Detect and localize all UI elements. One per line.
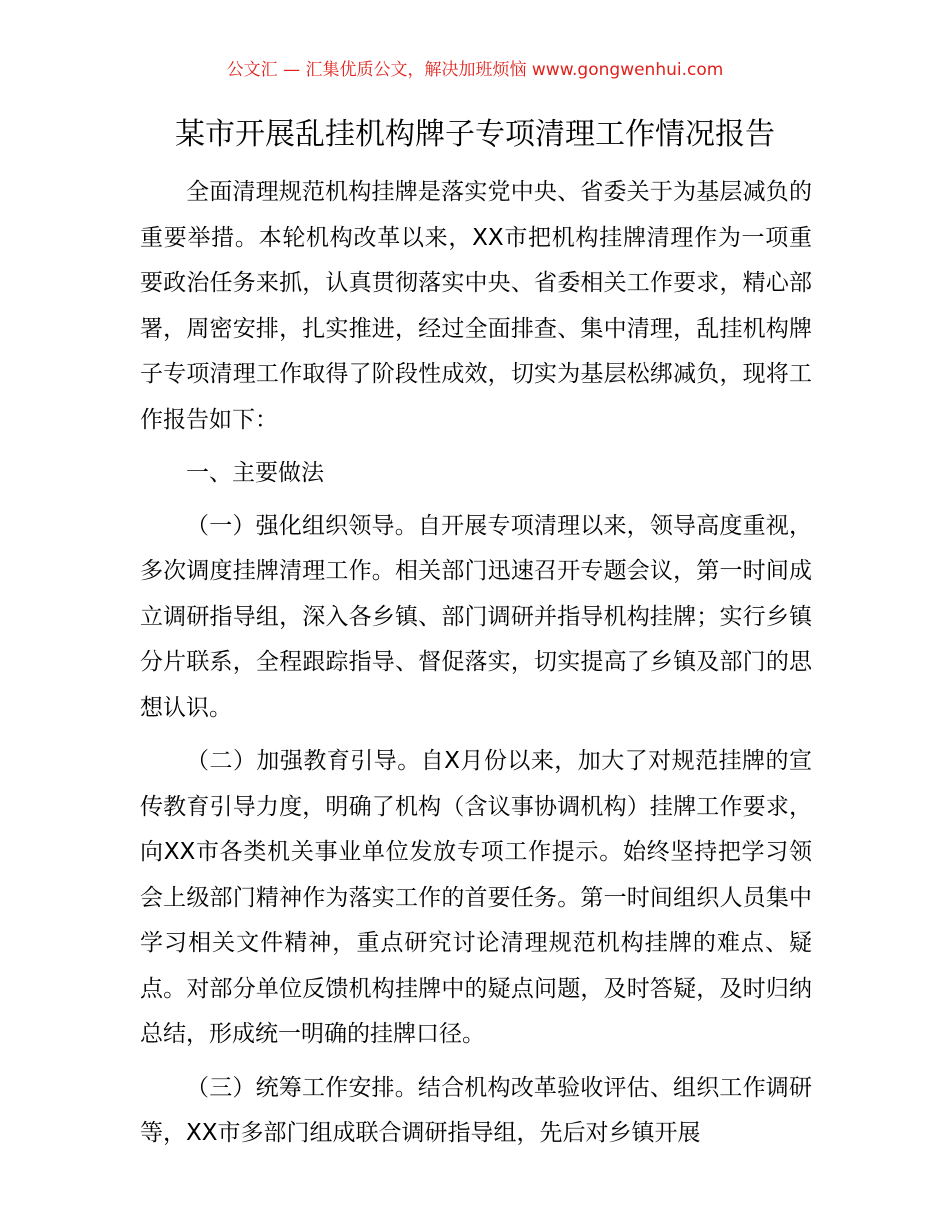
- body-paragraph: （一）强化组织领导。自开展专项清理以来，领导高度重视，多次调度挂牌清理工作。相关部门迅速召开专题会议，第一时间成立调研指导组，深入各乡镇、部门调研并指导机构挂牌；实行乡镇分片联系，全程跟踪指导、督促落实，切实提高了乡镇及部门的思想认识。: [140, 512, 812, 721]
- body-paragraph: （二）加强教育引导。自X月份以来，加大了对规范挂牌的宣传教育引导力度，明确了机构（含议事协调机构）挂牌工作要求，向XX市各类机关事业单位发放专项工作提示。始终坚持把学习领会上级部门精神作为落实工作的首要任务。第一时间组织人员集中学习相关文件精神，重点研究讨论清理规范机构挂牌的难点、疑点。对部分单位反馈机构挂牌中的疑点问题，及时答疑，及时归纳总结，形成统一明确的挂牌口径。: [140, 748, 812, 1047]
- intro-paragraph: 全面清理规范机构挂牌是落实党中央、省委关于为基层减负的重要举措。本轮机构改革以来，XX市把机构挂牌清理作为一项重要政治任务来抓，认真贯彻落实中央、省委相关工作要求，精心部署，周密安排，扎实推进，经过全面排查、集中清理，乱挂机构牌子专项清理工作取得了阶段性成效，切实为基层松绑减负，现将工作报告如下：: [140, 179, 812, 433]
- document-title: 某市开展乱挂机构牌子专项清理工作情况报告: [175, 117, 775, 152]
- section-heading: 一、主要做法: [186, 460, 324, 486]
- header-banner: 公文汇 — 汇集优质公文，解决加班烦恼 www.gongwenhui.com: [226, 60, 724, 80]
- document-body: [140, 170, 812, 1160]
- body-paragraph: （三）统筹工作安排。结合机构改革验收评估、组织工作调研等，XX市多部门组成联合调研指导组，先后对乡镇开展: [140, 1074, 812, 1146]
